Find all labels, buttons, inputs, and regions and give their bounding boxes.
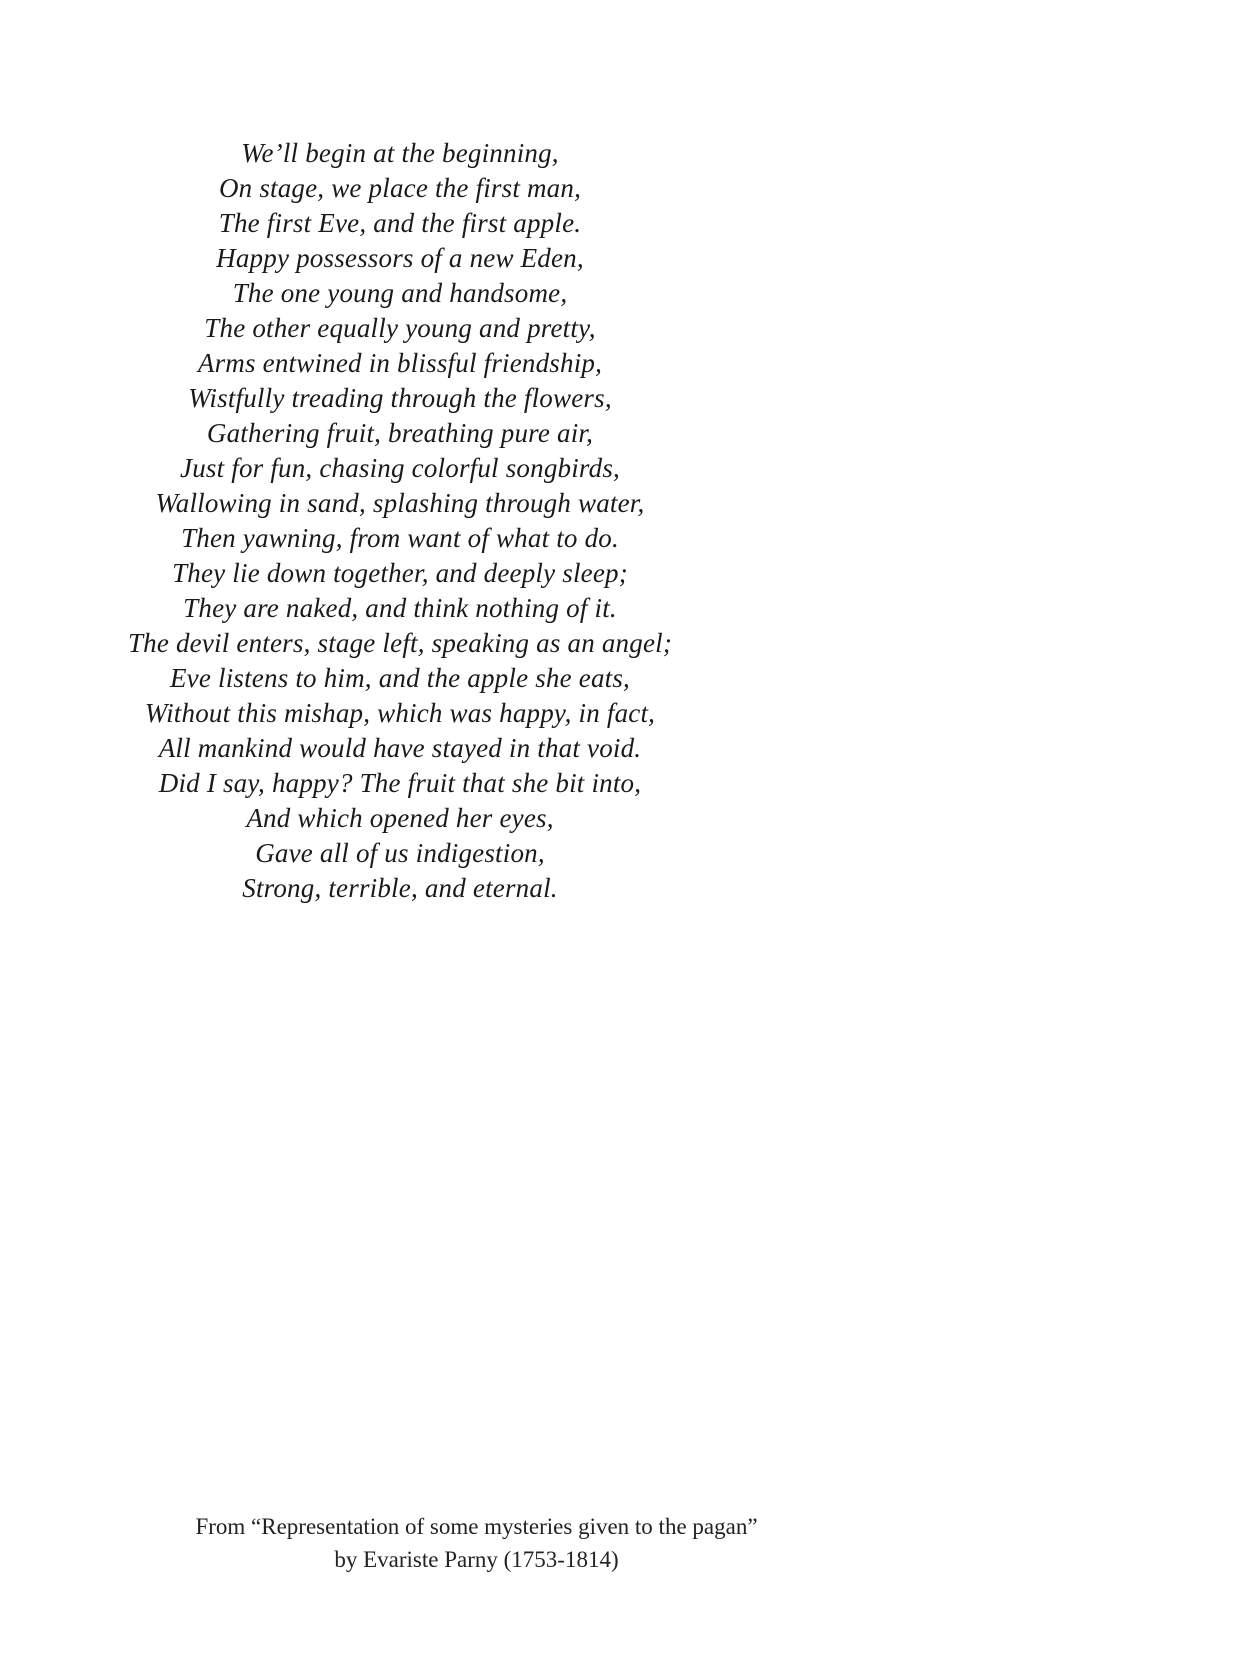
poem-line: On stage, we place the first man,: [218, 173, 582, 203]
poem-line: We’ll begin at the beginning,: [241, 138, 559, 168]
poem-line: The one young and handsome,: [232, 278, 568, 308]
poem-line: Did I say, happy? The fruit that she bit into,: [158, 768, 642, 798]
attribution-source: From “Representation of some mysteries given to the pagan”: [195, 1514, 758, 1539]
poem-line: Strong, terrible, and eternal.: [242, 873, 558, 903]
poem-line: Happy possessors of a new Eden,: [216, 243, 584, 273]
poem-line: Arms entwined in blissful friendship,: [197, 348, 603, 378]
poem-line: Without this mishap, which was happy, in fact,: [144, 698, 656, 728]
poem-line: The first Eve, and the first apple.: [218, 208, 582, 238]
poem-line: All mankind would have stayed in that void.: [158, 733, 642, 763]
poem-line: Wistfully treading through the flowers,: [188, 383, 612, 413]
poem-line: Gave all of us indigestion,: [255, 838, 545, 868]
poem-line: The other equally young and pretty,: [204, 313, 596, 343]
poem-line: Gathering fruit, breathing pure air,: [206, 418, 594, 448]
poem-line: The devil enters, stage left, speaking as an angel;: [127, 628, 673, 658]
poem: [0, 136, 800, 906]
poem-line: Wallowing in sand, splashing through water,: [155, 488, 645, 518]
poem-line: They lie down together, and deeply sleep;: [172, 558, 628, 588]
poem-line: Then yawning, from want of what to do.: [181, 523, 619, 553]
poem-line: Eve listens to him, and the apple she eats,: [169, 663, 631, 693]
poem-line: And which opened her eyes,: [246, 803, 554, 833]
poem-line: Just for fun, chasing colorful songbirds,: [180, 453, 620, 483]
attribution: [0, 1510, 953, 1576]
attribution-author: by Evariste Parny (1753-1814): [334, 1547, 619, 1572]
poem-line: They are naked, and think nothing of it.: [183, 593, 617, 623]
